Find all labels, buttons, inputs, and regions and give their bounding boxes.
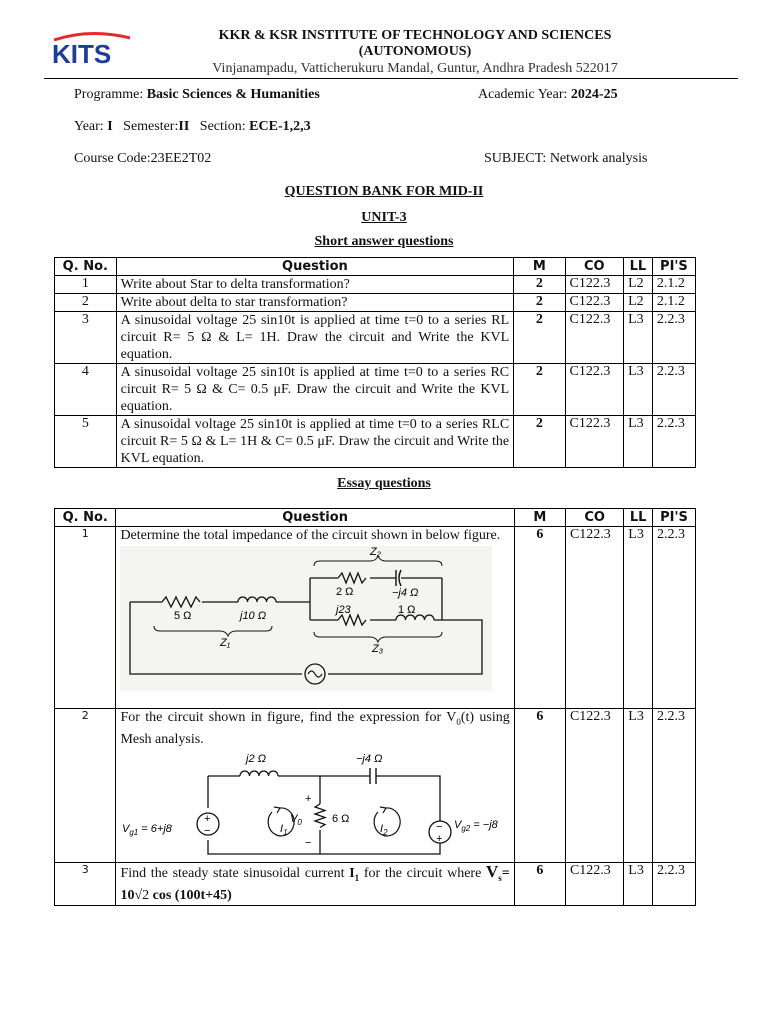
- fig2-vg1: $V_{g1} = 6+j8$: [122, 822, 173, 837]
- q-text: A sinusoidal voltage 25 sin10t is applied at time t=0 to a series RC circuit R= 5 Ω & C= 0.5 μF. Draw the circuit and Write the KVL equation.: [116, 364, 514, 416]
- year-semester-section: Year: I Semester:II Section: ECE-1,2,3: [74, 119, 311, 134]
- q-ll: L3: [624, 863, 653, 906]
- institute-address: Vinjanampadu, Vatticherukuru Mandal, Guntur, Andhra Pradesh 522017: [212, 61, 618, 76]
- fig2-i1: $I_1$: [280, 822, 288, 837]
- q-ll: L2: [624, 276, 653, 294]
- col-qno: Q. No.: [55, 258, 117, 276]
- table-header: [55, 258, 696, 276]
- table-row: [55, 312, 696, 364]
- table-row: [55, 276, 696, 294]
- q-text: Write about delta to star transformation?: [116, 294, 514, 312]
- fig2-v0: $V_0$: [290, 812, 303, 827]
- col-qno: Q. No.: [55, 509, 116, 527]
- q-text: [116, 709, 514, 863]
- q-ll: L3: [624, 364, 653, 416]
- q-pi: 2.2.3: [652, 863, 695, 906]
- q-marks: 6: [514, 527, 565, 709]
- q-co: C122.3: [565, 863, 623, 906]
- col-question: Question: [116, 509, 514, 527]
- figure-impedance-circuit: [120, 546, 492, 691]
- col-ll: LL: [624, 509, 653, 527]
- q-ll: L3: [624, 709, 653, 863]
- col-m: M: [514, 258, 565, 276]
- q-no: 2: [55, 294, 117, 312]
- q-pi: 2.2.3: [652, 364, 695, 416]
- fig1-c: −j4 Ω: [392, 587, 419, 599]
- table-row: [55, 294, 696, 312]
- q-ll: L3: [624, 416, 653, 468]
- col-m: M: [514, 509, 565, 527]
- course-code: Course Code:23EE2T02: [74, 151, 212, 166]
- q-marks: 2: [514, 276, 565, 294]
- table-row: [55, 709, 696, 863]
- table-header: [55, 509, 696, 527]
- q-text: Find the steady state sinusoidal current $I_1$ for the circuit where $V_s= 10√2$ cos (100t+45): [116, 863, 514, 906]
- fig1-z1: Z₁: [220, 637, 231, 649]
- fig2-src2-minus: −: [436, 820, 443, 833]
- q-co: C122.3: [565, 709, 623, 863]
- table-row: [55, 416, 696, 468]
- question-bank-title: QUESTION BANK FOR MID-II: [284, 184, 484, 199]
- kits-logo: [50, 30, 140, 70]
- subject: SUBJECT: Network analysis: [484, 151, 648, 166]
- q-ll: L3: [624, 312, 653, 364]
- fig2-j2: j2 Ω: [246, 752, 267, 765]
- col-co: CO: [565, 509, 623, 527]
- essay-table: [54, 508, 696, 906]
- figure-mesh-circuit: [120, 750, 500, 862]
- col-pis: PI'S: [652, 509, 695, 527]
- col-pis: PI'S: [652, 258, 695, 276]
- q-no: 1: [55, 527, 116, 709]
- q-text: A sinusoidal voltage 25 sin10t is applied at time t=0 to a series RLC circuit R= 5 Ω & L= 1H & C= 0.5 μF. Draw the circuit and Write the KVL equation.: [116, 416, 514, 468]
- col-question: Question: [116, 258, 514, 276]
- q-marks: 2: [514, 312, 565, 364]
- fig2-v0-plus: +: [305, 792, 312, 805]
- q-text: Write about Star to delta transformation?: [116, 276, 514, 294]
- fig2-r: 6 Ω: [332, 812, 350, 825]
- q-pi: 2.1.2: [652, 276, 695, 294]
- table-row: [55, 863, 696, 906]
- programme: Programme: Basic Sciences & Humanities: [74, 87, 320, 102]
- essay-title: Essay questions: [337, 476, 431, 491]
- header-rule: [44, 78, 738, 79]
- q-marks: 6: [514, 709, 565, 863]
- logo-text: KITS: [52, 39, 112, 69]
- q-co: C122.3: [565, 527, 623, 709]
- fig1-r1: 1 Ω: [398, 604, 416, 616]
- q-no: 3: [55, 863, 116, 906]
- fig2-c: −j4 Ω: [356, 752, 383, 765]
- table-row: [55, 364, 696, 416]
- q-text-line: For the circuit shown in figure, find the expression for $V_0(t)$ using Mesh analysis.: [120, 710, 510, 747]
- fig2-vg2: $V_{g2} = -j8$: [454, 818, 499, 833]
- unit-title: UNIT-3: [361, 210, 407, 225]
- table-row: [55, 527, 696, 709]
- q-pi: 2.2.3: [652, 709, 695, 863]
- academic-year: Academic Year: 2024-25: [478, 87, 618, 102]
- q-pi: 2.2.3: [652, 416, 695, 468]
- fig1-r5: 5 Ω: [174, 610, 192, 622]
- fig2-src2-plus: +: [436, 832, 443, 845]
- q-pi: 2.2.3: [652, 527, 695, 709]
- fig1-z3: Z₃: [372, 643, 384, 655]
- fig1-j10: j10 Ω: [240, 610, 267, 622]
- q-no: 5: [55, 416, 117, 468]
- q-text: A sinusoidal voltage 25 sin10t is applied at time t=0 to a series RL circuit R= 5 Ω & L= 1H. Draw the circuit and Write the KVL equation.: [116, 312, 514, 364]
- q-marks: 2: [514, 364, 565, 416]
- fig1-z2: Z₂: [370, 546, 382, 558]
- q-pi: 2.2.3: [652, 312, 695, 364]
- q-pi: 2.1.2: [652, 294, 695, 312]
- q-no: 3: [55, 312, 117, 364]
- q-co: C122.3: [565, 364, 624, 416]
- fig1-r2: 2 Ω: [336, 586, 354, 598]
- q-no: 4: [55, 364, 117, 416]
- q-co: C122.3: [565, 276, 624, 294]
- fig2-src1-minus: −: [204, 824, 211, 837]
- q-co: C122.3: [565, 312, 624, 364]
- q-text: [116, 527, 514, 709]
- col-ll: LL: [624, 258, 653, 276]
- fig2-v0-minus: −: [305, 836, 312, 849]
- q-text-line: Determine the total impedance of the circuit shown in below figure.: [120, 528, 501, 543]
- short-answer-table: [54, 257, 696, 468]
- fig1-l: j23: [336, 604, 352, 616]
- q-ll: L3: [624, 527, 653, 709]
- fig2-src1-plus: +: [204, 812, 211, 825]
- institute-name: KKR & KSR INSTITUTE OF TECHNOLOGY AND SCIENCES: [218, 28, 612, 43]
- col-co: CO: [565, 258, 624, 276]
- q-ll: L2: [624, 294, 653, 312]
- fig2-i2: $I_2$: [380, 822, 388, 837]
- q-co: C122.3: [565, 294, 624, 312]
- q-marks: 6: [514, 863, 565, 906]
- q-marks: 2: [514, 294, 565, 312]
- q-no: 2: [55, 709, 116, 863]
- short-answer-title: Short answer questions: [314, 234, 454, 249]
- q-co: C122.3: [565, 416, 624, 468]
- q-marks: 2: [514, 416, 565, 468]
- institute-status: (AUTONOMOUS): [358, 44, 472, 59]
- q-no: 1: [55, 276, 117, 294]
